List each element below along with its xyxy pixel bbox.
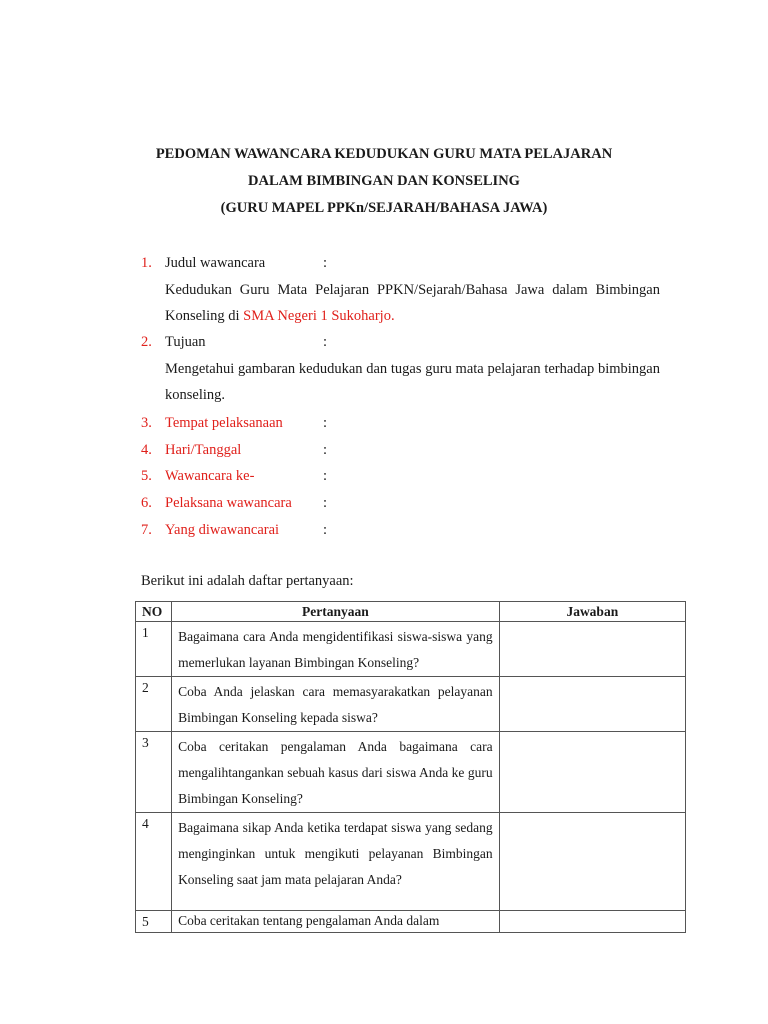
item-5-colon: : [323, 468, 328, 484]
school-name: SMA Negeri 1 Sukoharjo. [243, 308, 395, 324]
item-7-colon: : [323, 522, 328, 538]
item-6-number: 6. [141, 495, 152, 511]
item-1-colon: : [323, 255, 328, 271]
table-row [136, 732, 686, 813]
item-1-number: 1. [141, 255, 152, 271]
answer-cell[interactable] [499, 732, 685, 813]
item-1-description [165, 277, 660, 329]
item-4-colon: : [323, 442, 328, 458]
item-1-desc-text: Kedudukan Guru Mata Pelajaran PPKN/Sejarah/Bahasa Jawa dalam Bimbingan Konseling di [165, 282, 660, 324]
row-number: 2 [136, 677, 172, 732]
question-cell: Coba ceritakan tentang pengalaman Anda dalam [172, 911, 500, 933]
item-4-label: Hari/Tanggal [165, 442, 242, 458]
table-row [136, 813, 686, 911]
answer-cell[interactable] [499, 622, 685, 677]
item-2-number: 2. [141, 334, 152, 350]
header-no: NO [136, 602, 172, 622]
question-cell: Coba Anda jelaskan cara memasyarakatkan pelayanan Bimbingan Konseling kepada siswa? [172, 677, 500, 732]
item-5-number: 5. [141, 468, 152, 484]
header-question: Pertanyaan [172, 602, 500, 622]
row-number: 1 [136, 622, 172, 677]
table-row [136, 911, 686, 933]
item-2-colon: : [323, 334, 328, 350]
doc-title-line-2: DALAM BIMBINGAN DAN KONSELING [248, 173, 520, 189]
row-number: 4 [136, 813, 172, 911]
table-row [136, 622, 686, 677]
answer-cell[interactable] [499, 813, 685, 911]
item-3-colon: : [323, 415, 328, 431]
table-row [136, 677, 686, 732]
question-cell: Bagaimana sikap Anda ketika terdapat siswa yang sedang menginginkan untuk mengikuti pelayanan Bimbingan Konseling saat jam mata pelajaran Anda? [172, 813, 500, 911]
item-6-label: Pelaksana wawancara [165, 495, 292, 511]
question-cell: Coba ceritakan pengalaman Anda bagaimana cara mengalihtangankan sebuah kasus dari siswa Anda ke guru Bimbingan Konseling? [172, 732, 500, 813]
doc-title-line-1: PEDOMAN WAWANCARA KEDUDUKAN GURU MATA PELAJARAN [155, 146, 613, 162]
table-header-row [136, 602, 686, 622]
item-5-label: Wawancara ke- [165, 468, 255, 484]
item-7-number: 7. [141, 522, 152, 538]
question-table [135, 601, 686, 933]
item-4-number: 4. [141, 442, 152, 458]
doc-title-line-3: (GURU MAPEL PPKn/SEJARAH/BAHASA JAWA) [220, 200, 548, 216]
row-number: 3 [136, 732, 172, 813]
item-2-description: Mengetahui gambaran kedudukan dan tugas guru mata pelajaran terhadap bimbingan konseling. [165, 361, 660, 403]
question-cell: Bagaimana cara Anda mengidentifikasi siswa-siswa yang memerlukan layanan Bimbingan Konseling? [172, 622, 500, 677]
item-7-label: Yang diwawancarai [165, 522, 280, 538]
row-number: 5 [136, 911, 172, 933]
answer-cell[interactable] [499, 911, 685, 933]
item-6-colon: : [323, 495, 328, 511]
item-3-number: 3. [141, 415, 152, 431]
item-3-label: Tempat pelaksanaan [165, 415, 283, 431]
item-1-label: Judul wawancara [165, 255, 266, 271]
item-2-label: Tujuan [165, 334, 206, 350]
answer-cell[interactable] [499, 677, 685, 732]
header-answer: Jawaban [499, 602, 685, 622]
question-list-intro: Berikut ini adalah daftar pertanyaan: [141, 573, 354, 589]
